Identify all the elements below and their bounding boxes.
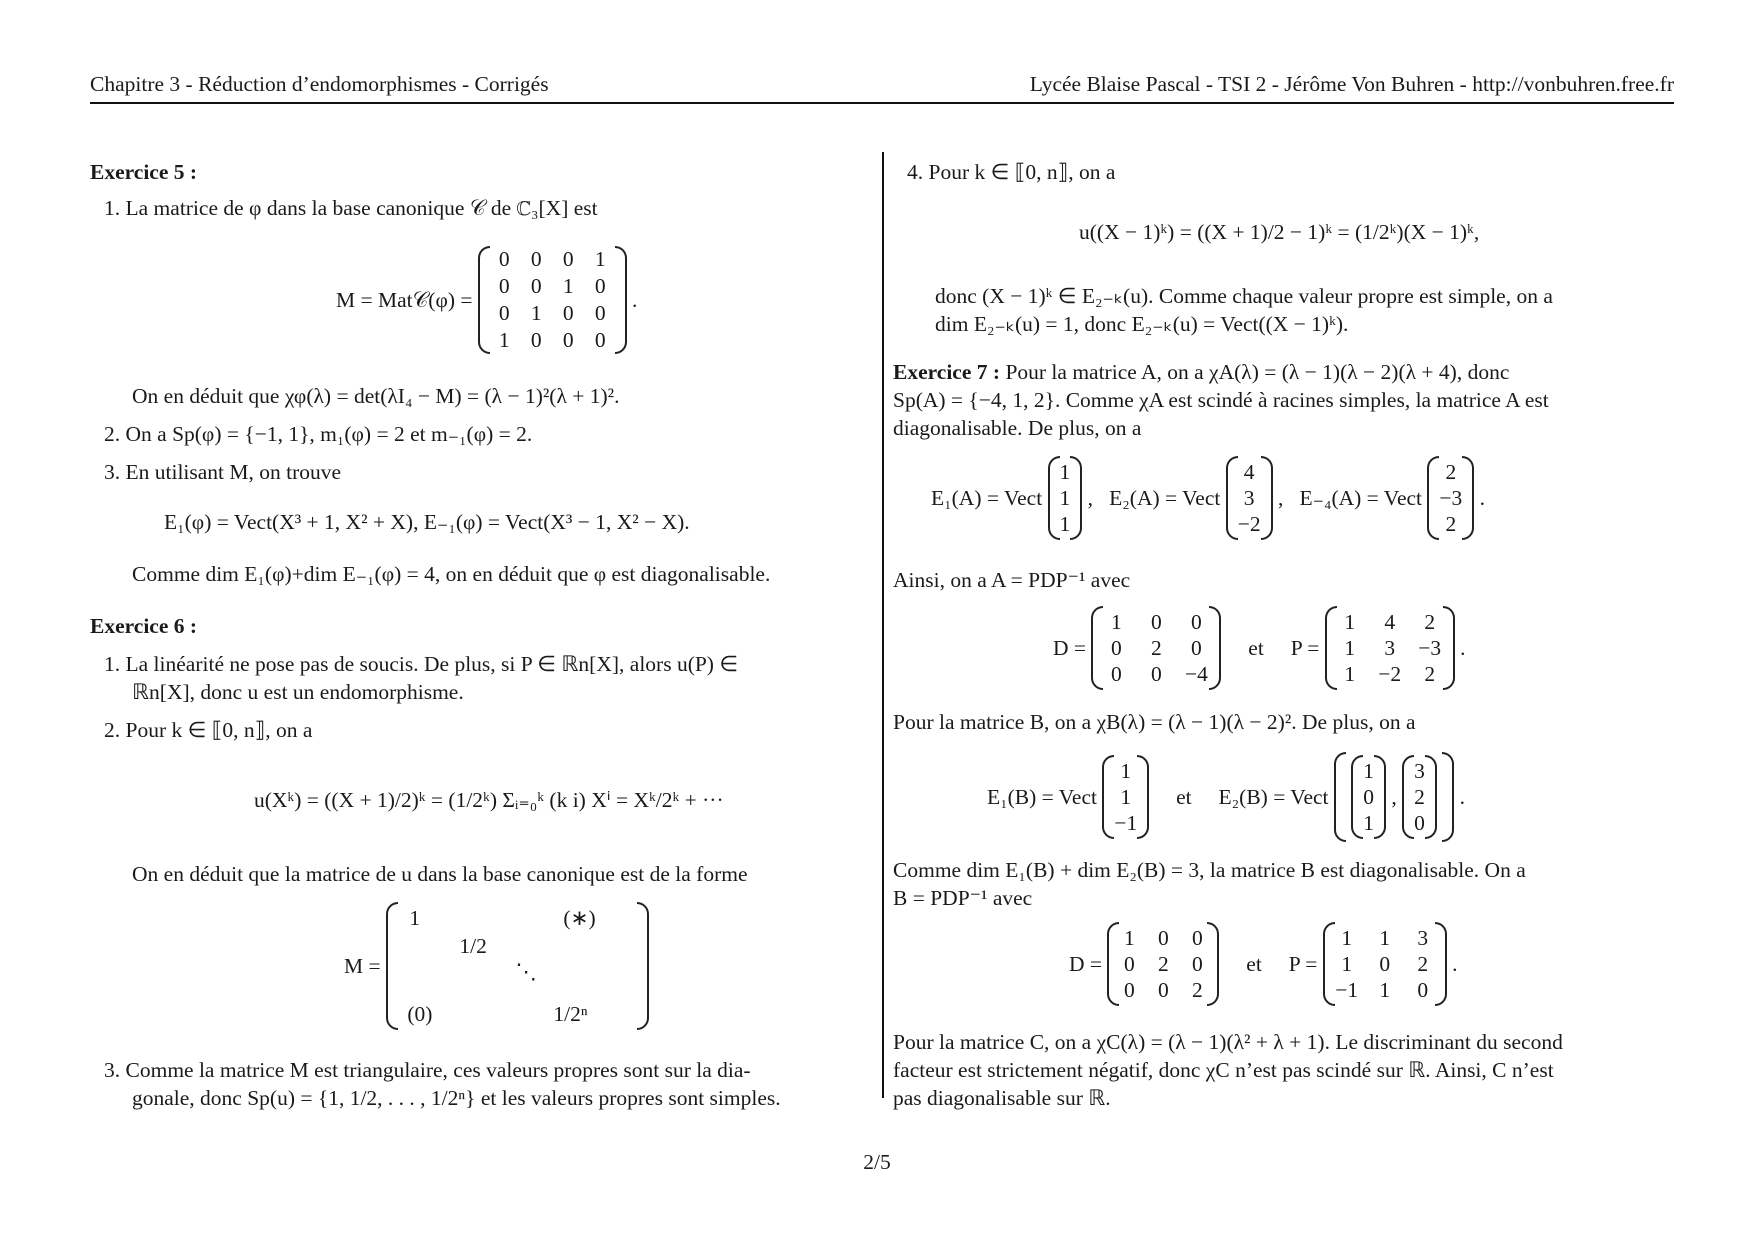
EA3-label: E₋₄(A) = Vect: [1299, 486, 1422, 510]
matrix-entry: 0: [594, 301, 606, 325]
et-label: et: [1248, 636, 1264, 660]
paren-right: [615, 246, 627, 354]
ex6-dots: ⋱: [515, 960, 537, 984]
vector-entry: 2: [1414, 785, 1425, 809]
ex6-item-1b: ℝn[X], donc u est un endomorphisme.: [132, 680, 464, 704]
D-label: D =: [1053, 636, 1087, 660]
matrix-entry: 3: [1384, 636, 1396, 660]
matrix-entry: 1: [562, 274, 574, 298]
ex5-item-3: 3. En utilisant M, on trouve: [104, 460, 342, 484]
D-label: D =: [1069, 952, 1103, 976]
matrix-entry: 0: [1191, 636, 1202, 660]
vector-entry: −3: [1439, 486, 1463, 510]
ex5-conclusion: Comme dim E₁(φ)+dim E₋₁(φ) = 4, on en déduit que φ est diagonalisable.: [132, 562, 771, 586]
EB2-label: E₂(B) = Vect: [1218, 785, 1329, 809]
P-label: P =: [1290, 636, 1320, 660]
vector-entry: 4: [1243, 460, 1255, 484]
matrix-entry: 2: [1417, 952, 1429, 976]
ex6-4-text-2: dim E₂₋ₖ(u) = 1, donc E₂₋ₖ(u) = Vect((X − 1)ᵏ).: [935, 312, 1349, 336]
ex6-a11: 1: [409, 906, 421, 930]
matrix-entry: 4: [1384, 610, 1396, 634]
ex7-B-text-2: B = PDP⁻¹ avec: [893, 886, 1033, 910]
vector-entry: 1: [1059, 486, 1071, 510]
ex7-ainsi: Ainsi, on a A = PDP⁻¹ avec: [893, 568, 1131, 592]
vector-entry: 0: [1414, 811, 1425, 835]
EB2-vector-1: [1363, 758, 1374, 836]
matrix-entry: 3: [1417, 926, 1429, 950]
EA3-vector: [1439, 459, 1462, 537]
matrix-entry: 0: [1417, 978, 1429, 1002]
ex6-4-formula: u((X − 1)ᵏ) = ((X + 1)/2 − 1)ᵏ = (1/2ᵏ)(X − 1)ᵏ,: [1079, 220, 1480, 244]
matrix-entry: 1: [1344, 636, 1356, 660]
column-divider: [882, 152, 884, 1098]
ex7-C-text-3: pas diagonalisable sur ℝ.: [893, 1086, 1111, 1110]
ex5-item-1: 1. La matrice de φ dans la base canonique 𝒞 de ℂ₃[X] est: [104, 196, 598, 220]
matrix-entry: 2: [1424, 610, 1436, 634]
ex7-text-2: Sp(A) = {−4, 1, 2}. Comme χA est scindé à racines simples, la matrice A est: [893, 388, 1549, 412]
vector-entry: −1: [1114, 811, 1138, 835]
header-right: Lycée Blaise Pascal - TSI 2 - Jérôme Von Buhren - http://vonbuhren.free.fr: [1029, 72, 1674, 96]
vector-entry: 1: [1363, 759, 1375, 783]
ex7-title: Exercice 7 :: [893, 360, 1001, 384]
ex7-text-1: Pour la matrice A, on a χA(λ) = (λ − 1)(λ − 2)(λ + 4), donc: [1005, 360, 1510, 384]
ex6-4-text-1: donc (X − 1)ᵏ ∈ E₂₋ₖ(u). Comme chaque valeur propre est simple, on a: [935, 284, 1553, 308]
vector-entry: 1: [1120, 785, 1132, 809]
ex7-line-1: [893, 358, 1509, 386]
matrix-entry: 0: [594, 274, 606, 298]
ex7-B-text-1: Comme dim E₁(B) + dim E₂(B) = 3, la matrice B est diagonalisable. On a: [893, 858, 1526, 882]
matrix-entry: −3: [1418, 636, 1442, 660]
matrix-entry: 0: [530, 247, 542, 271]
vector-entry: −2: [1237, 512, 1261, 536]
PB-matrix: [1335, 925, 1435, 1003]
ex7-eigenspaces-B: E₁(B) = Vect 1 1 −1 et E₂(B) = Vect 1 0 1 , 3 2 0 .: [987, 752, 1465, 842]
matrix-entry: −4: [1184, 662, 1208, 686]
vector-entry: 2: [1445, 512, 1457, 536]
EB2-vector-2: [1414, 758, 1425, 836]
matrix-entry: 0: [530, 274, 542, 298]
page-number: 2/5: [863, 1150, 891, 1174]
ex7-C-text-2: facteur est strictement négatif, donc χC n’est pas scindé sur ℝ. Ainsi, C n’est: [893, 1058, 1554, 1082]
matrix-entry: 0: [594, 328, 606, 352]
et-label: et: [1246, 952, 1262, 976]
matrix-entry: 1: [1124, 926, 1135, 950]
ex7-B: Pour la matrice B, on a χB(λ) = (λ − 1)(λ − 2)². De plus, on a: [893, 710, 1416, 734]
ex5-matrix-equation: M = Mat𝒞(φ) = 0 0 0 1 0 0 1 0 0 1 0 0 1 0 0 0 .: [336, 247, 638, 352]
matrix-entry: 0: [1111, 662, 1122, 686]
ex6-zero: (0): [407, 1002, 433, 1026]
ex5-item-2: 2. On a Sp(φ) = {−1, 1}, m₁(φ) = 2 et m₋₁(φ) = 2.: [104, 422, 533, 446]
matrix-entry: 0: [562, 328, 574, 352]
DB-matrix: [1119, 925, 1207, 1003]
EA2-vector: [1238, 459, 1261, 537]
matrix-entry: 1: [1379, 926, 1391, 950]
ex5-chi: On en déduit que χφ(λ) = det(λI₄ − M) = (λ − 1)²(λ + 1)².: [132, 384, 620, 408]
vector-entry: 1: [1059, 460, 1071, 484]
ex6-matrix-lhs: M =: [344, 954, 381, 978]
matrix-entry: 0: [562, 247, 574, 271]
matrix-entry: 2: [1192, 978, 1203, 1002]
EA1-label: E₁(A) = Vect: [931, 486, 1043, 510]
matrix-entry: 0: [1158, 978, 1169, 1002]
matrix-entry: 0: [1158, 926, 1169, 950]
matrix-entry: 1: [1341, 952, 1353, 976]
ex7-DP-A: D = 1 0 0 0 2 0 0 0 −4 et P = 1 4 2 1 3 −3 1 −2 2 .: [1053, 606, 1465, 690]
vector-entry: 1: [1363, 811, 1375, 835]
ex5-matrix: [495, 246, 609, 354]
vector-entry: 1: [1120, 759, 1132, 783]
matrix-entry: 1: [1344, 662, 1356, 686]
vector-entry: 3: [1243, 486, 1255, 510]
matrix-entry: 0: [1151, 610, 1162, 634]
matrix-entry: 0: [498, 301, 510, 325]
vector-entry: 1: [1059, 512, 1071, 536]
paren-left: [478, 246, 490, 354]
matrix-entry: 1: [594, 247, 606, 271]
matrix-entry: 2: [1424, 662, 1436, 686]
matrix-entry: 0: [1111, 636, 1122, 660]
matrix-entry: 0: [1191, 610, 1202, 634]
ex6-ann: 1/2ⁿ: [553, 1002, 588, 1026]
header-rule: [90, 102, 1674, 104]
paren-right: [637, 902, 649, 1030]
matrix-entry: 1: [1341, 926, 1353, 950]
matrix-entry: −1: [1335, 978, 1359, 1002]
ex5-matrix-lhs: M = Mat𝒞(φ) =: [336, 288, 473, 312]
EB1-label: E₁(B) = Vect: [987, 785, 1097, 809]
matrix-entry: 0: [1151, 662, 1162, 686]
matrix-entry: 1: [530, 301, 542, 325]
ex6-form-text: On en déduit que la matrice de u dans la base canonique est de la forme: [132, 862, 748, 886]
P-label: P =: [1288, 952, 1318, 976]
ex6-matrix-equation: [344, 902, 649, 1030]
paren-left: [386, 902, 398, 1030]
matrix-entry: 0: [1124, 978, 1135, 1002]
matrix-entry: 0: [1192, 926, 1203, 950]
DA-matrix: [1103, 609, 1209, 687]
ex6-item-3a: 3. Comme la matrice M est triangulaire, ces valeurs propres sont sur la dia-: [104, 1058, 751, 1082]
ex6-star: (∗): [563, 906, 596, 930]
EA1-vector: [1060, 459, 1071, 537]
matrix-entry: 2: [1158, 952, 1169, 976]
PA-matrix: [1337, 609, 1443, 687]
matrix-entry: 0: [530, 328, 542, 352]
ex7-text-3: diagonalisable. De plus, on a: [893, 416, 1142, 440]
matrix-entry: 1: [1344, 610, 1356, 634]
matrix-entry: 1: [1111, 610, 1122, 634]
EA2-label: E₂(A) = Vect: [1109, 486, 1221, 510]
matrix-entry: 0: [1192, 952, 1203, 976]
ex7-C-text-1: Pour la matrice C, on a χC(λ) = (λ − 1)(λ² + λ + 1). Le discriminant du second: [893, 1030, 1563, 1054]
matrix-entry: 0: [498, 247, 510, 271]
et-label: et: [1176, 785, 1192, 809]
ex6-item-1a: 1. La linéarité ne pose pas de soucis. De plus, si P ∈ ℝn[X], alors u(P) ∈: [104, 652, 739, 676]
ex6-a22: 1/2: [459, 934, 487, 958]
matrix-entry: 0: [498, 274, 510, 298]
matrix-entry: 0: [1379, 952, 1391, 976]
ex6-item-2: 2. Pour k ∈ ⟦0, n⟧, on a: [104, 718, 313, 742]
matrix-entry: 0: [1124, 952, 1135, 976]
matrix-entry: 1: [498, 328, 510, 352]
ex7-eigenspaces-A: E₁(A) = Vect 1 1 1 , E₂(A) = Vect 4 3 −2 , E₋₄(A) = Vect 2 −3 2 .: [931, 456, 1485, 540]
EB1-vector: [1114, 758, 1137, 836]
ex5-title: Exercice 5 :: [90, 160, 198, 184]
ex6-matrix: [403, 904, 631, 1028]
vector-entry: 2: [1445, 460, 1457, 484]
ex6-item-3b: gonale, donc Sp(u) = {1, 1/2, . . . , 1/2ⁿ} et les valeurs propres sont simples.: [132, 1086, 781, 1110]
matrix-entry: 2: [1151, 636, 1162, 660]
header-left: Chapitre 3 - Réduction d’endomorphismes - Corrigés: [90, 72, 549, 96]
matrix-entry: −2: [1378, 662, 1402, 686]
vector-entry: 3: [1414, 759, 1425, 783]
ex6-item-4: 4. Pour k ∈ ⟦0, n⟧, on a: [907, 160, 1116, 184]
ex7-DP-B: D = 1 0 0 0 2 0 0 0 2 et P = 1 1 3 1 0 2 −1 1 0 .: [1069, 922, 1457, 1006]
ex6-formula: u(Xᵏ) = ((X + 1)/2)ᵏ = (1/2ᵏ) Σᵢ₌₀ᵏ (k i) Xⁱ = Xᵏ/2ᵏ + ···: [254, 788, 724, 812]
matrix-entry: 0: [562, 301, 574, 325]
matrix-entry: 1: [1379, 978, 1391, 1002]
ex5-eigenspaces: E₁(φ) = Vect(X³ + 1, X² + X), E₋₁(φ) = Vect(X³ − 1, X² − X).: [164, 510, 690, 534]
ex6-title: Exercice 6 :: [90, 614, 198, 638]
vector-entry: 0: [1363, 785, 1375, 809]
